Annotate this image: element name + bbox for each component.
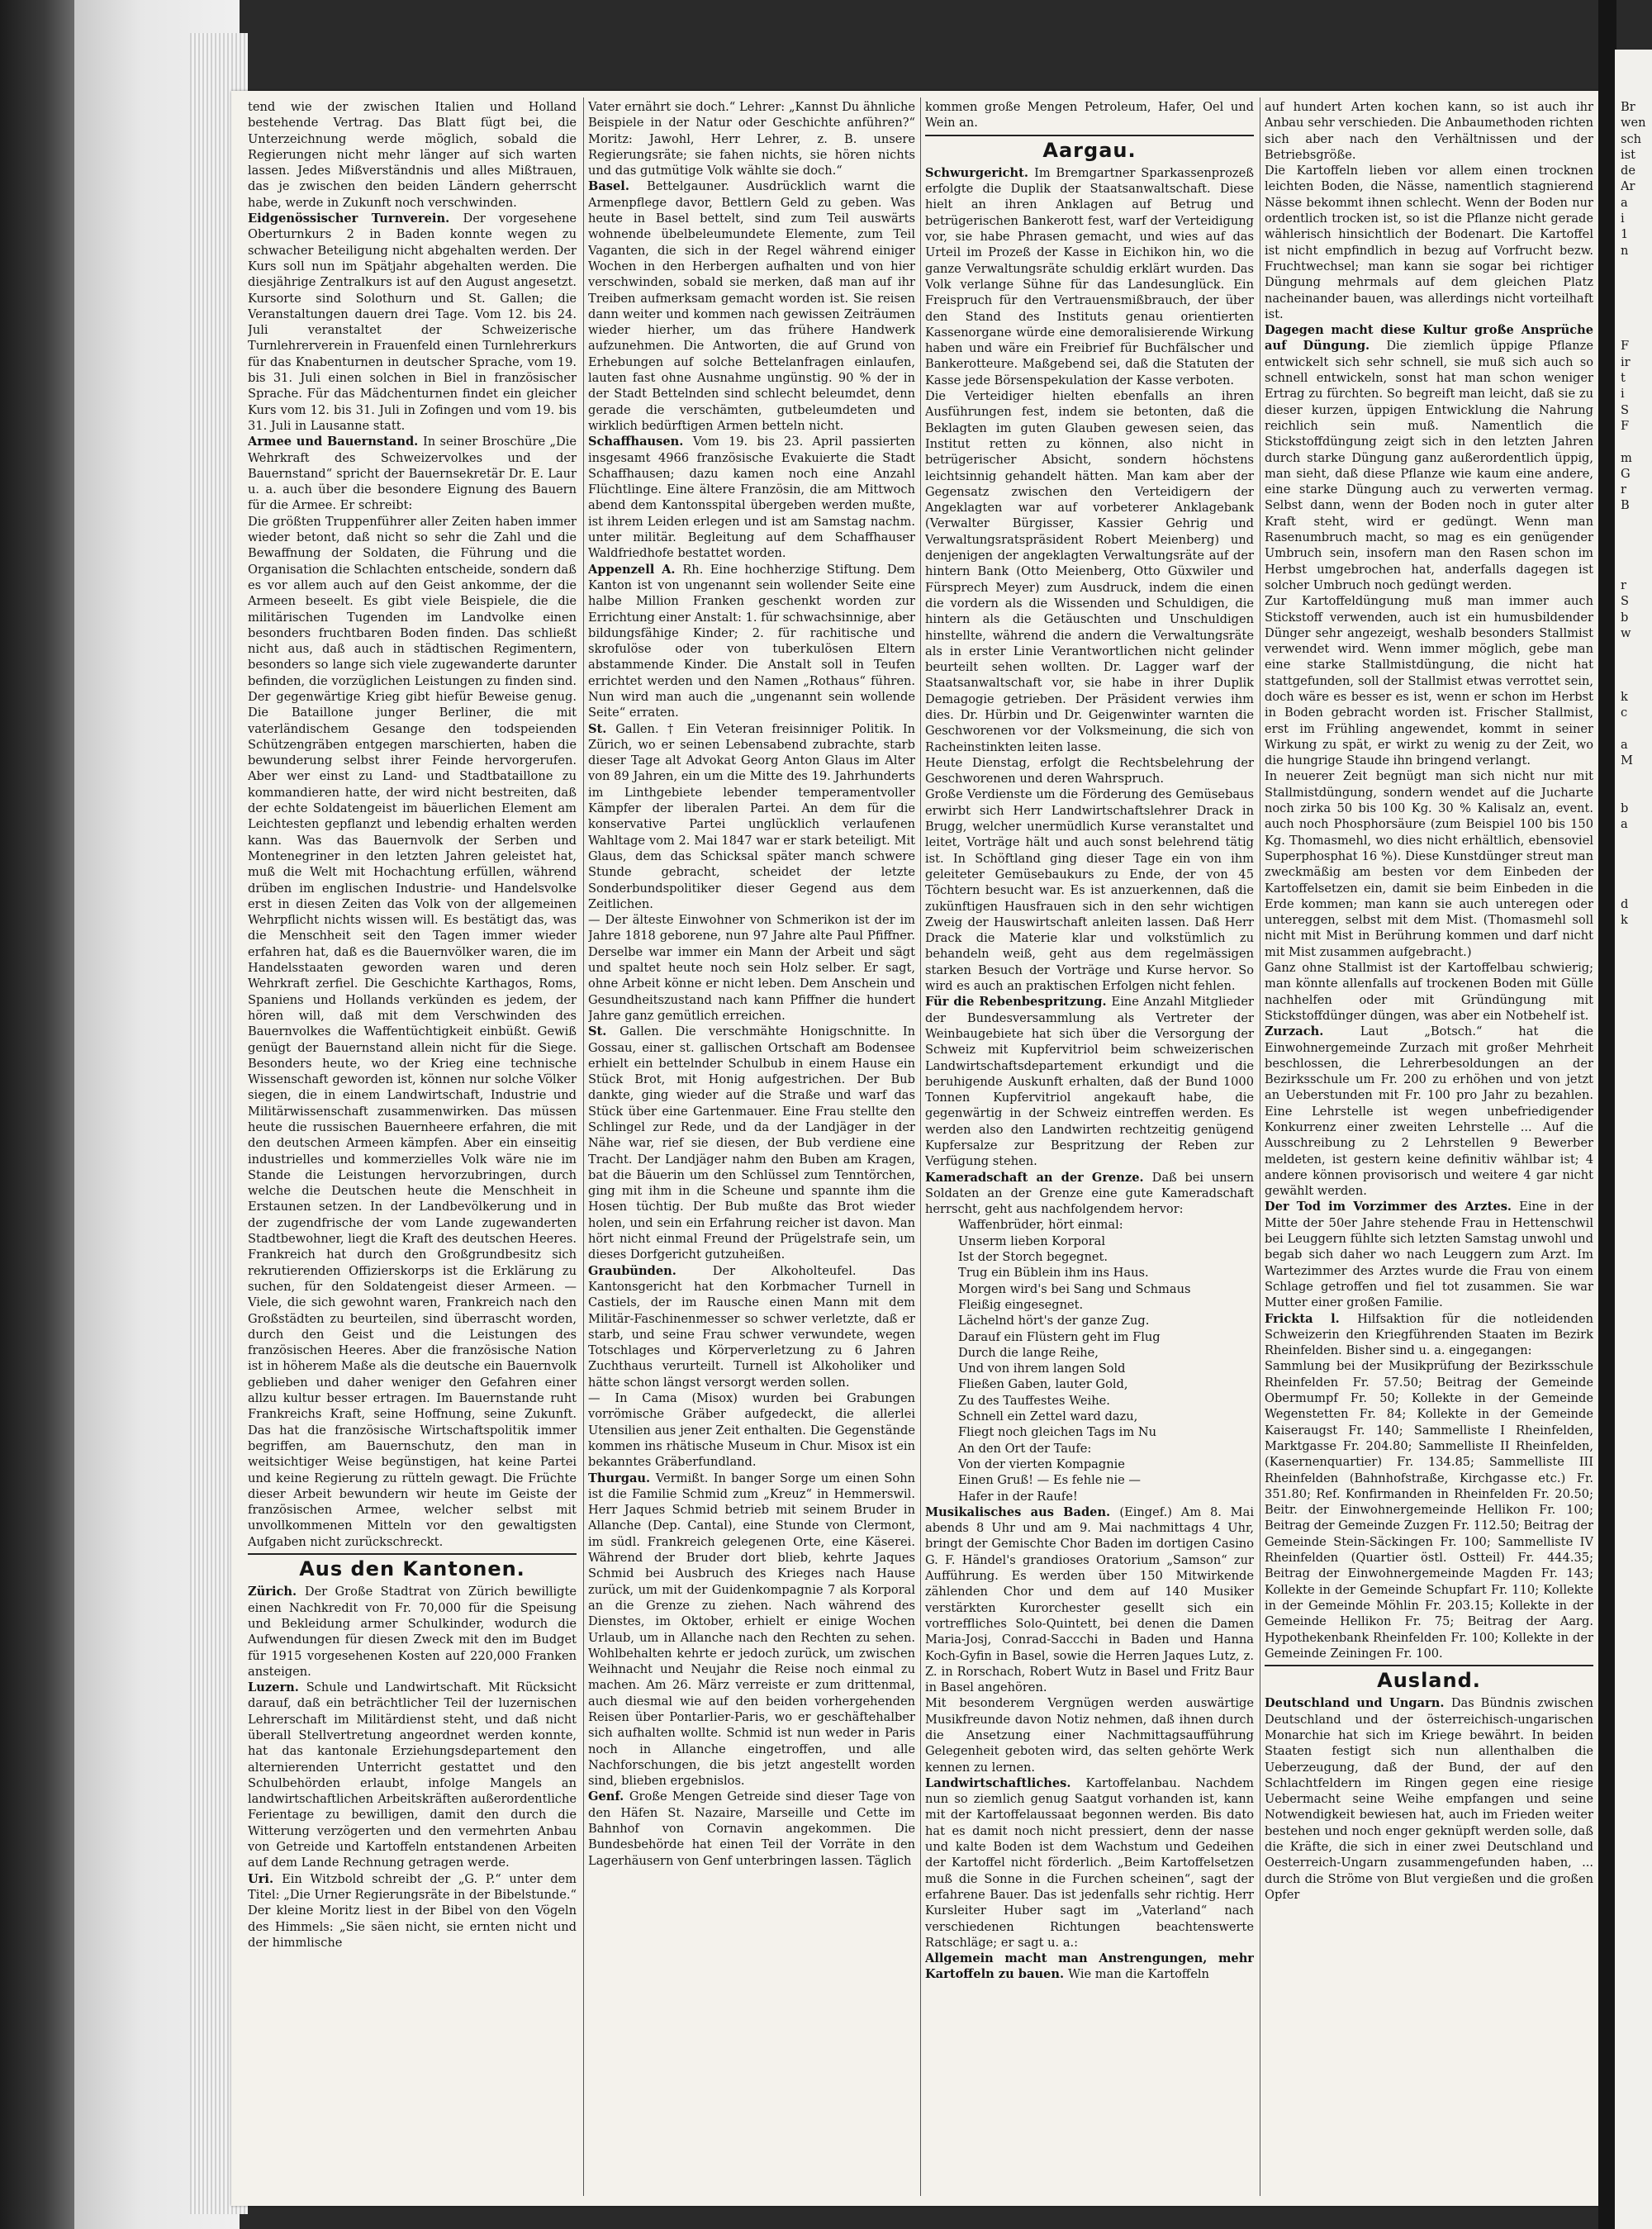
article-paragraph: Die größten Truppenführer aller Zeiten haben immer wieder betont, daß nicht so sehr die Zahl und die Bewaffnung der Soldaten, die Führung und die Organisation die Schlachten entscheide, sondern daß es vor allem auch auf den Geist ankomme, der die Armeen beseelt. Es gibt viele Beispiele, die die militärischen Tugenden im Landvolke einen besonders fruchtbaren Boden finden. Das schließt nicht aus, daß auch in städtischen Regimentern, besonders so lange sich viele zugewanderte darunter befinden, die vorzüglichen Leistungen zu finden sind. Der gegenwärtige Krieg gibt hiefür Beweise genug. Die Bataillone junger Berliner, die mit vaterländischem Gesange den todspeienden Schützengräben entgegen marschierten, haben die bewunderung selbst ihrer Feinde hervorgerufen. Aber wer einst zu Land- und Stadtbataillone zu kommandieren hatte, der wird nicht bestreiten, daß der echte Soldatengeist im bäuerlichen Element am Leichtesten gepflanzt und lebendig erhalten werden kann. Was das Bauernvolk der Serben und Montenegriner in den letzten Jahren geleistet hat, muß die Welt mit Hochachtung erfüllen, während drüben im englischen Industrie- und Handelsvolke erst in diesen Zeiten das Volk von der allgemeinen Wehrpflicht nichts wissen will. Es bestätigt das, was die Menschheit seit den Tagen immer wieder erfahren hat, daß es die Bauernvölker waren, die im Handelsstaaten geworden waren und deren Wehrkraft zerfiel. Die Geschichte Karthagos, Roms, Spaniens und Hollands verkünden es jedem, der hören will, daß mit dem Verschwinden des Bauernvolkes die Waffentüchtigkeit einbüßt. Gewiß genügt der Bauernstand allein nicht für die Siege. Besonders heute, wo der Krieg eine technische Wissenschaft geworden ist, können nur solche Völker siegen, die in einem Landwirtschaft, Industrie und Militärwissenschaft zusammenwirken. Das müssen heute die russischen Bauernheere erfahren, die mit den deutschen Armeen kämpfen. Aber ein einseitig industrielles und kommerzielles Volk wäre nie im Stande die Leistungen hervorzubringen, durch welche die Deutschen heute die Menschheit in Erstaunen setzen. In der Landbevölkerung und in der zugendfrische der vom Lande zugewanderten Stadtbewohner, liegt die Kraft des deutschen Heeres. Frankreich hat durch den Großgrundbesitz sich rekrutierenden Offizierskorps ist die Erklärung zu suchen, für den Soldatengeist dieser Armeen. — Viele, die sich gewohnt waren, Frankreich nach den Großstädten zu beurteilen, sind überrascht worden, durch den Geist und die Leistungen des französischen Heeres. Aber die französische Nation ist in höherem Maße als die deutsche ein Bauernvolk geblieben und daher weniger den Gefahren einer allzu kultur besser ertragen. Im Bauernstande ruht Frankreichs Kraft, seine Hoffnung, seine Zukunft. Das hat die französische Wirtschaftspolitik immer begriffen, am Bauernschutz, den man in weitsichtiger Weise begünstigen, hat keine Partei und keine Regierung zu rütteln gewagt. Die Früchte dieser Arbeit bewundern wir heute im Geiste der französischen Armee, welcher selbst mit unvollkommenen Mitteln vor den gewaltigsten Aufgaben nicht zurückschreckt. [248,514,577,1549]
fragment-line: r [1621,482,1626,497]
fragment-line [1621,545,1652,561]
article-heading: Zürich. [248,1585,305,1599]
fragment-line [1621,274,1652,290]
fragment-line: 1 [1621,227,1629,242]
article-paragraph: Eidgenössischer Turnverein. Der vorgesehene Oberturnkurs 2 in Baden konnte wegen zu schwacher Beteiligung nicht abgehalten werden. Der Kurs soll nun im Spätjahr abgehalten werden. Die diesjährige Zentralkurs ist auf den August angesetzt. Kursorte sind Solothurn und St. Gallen; die Veranstaltungen dauern drei Tage. Vom 12. bis 24. Juli veranstaltet der Schweizerische Turnlehrerverein in Frauenfeld einen Turnlehrerkurs für das Knabenturnen in deutscher Sprache, vom 19. bis 31. Juli einen solchen in Biel in französischer Sprache. Für das Mädchenturnen findet ein gleicher Kurs vom 12. bis 31. Juli in Zofingen und vom 19. bis 31. Juli in Lausanne statt. [248,211,577,433]
article-paragraph: kommen große Mengen Petroleum, Hafer, Oel und Wein an. [925,100,1254,131]
fragment-line [1621,881,1652,896]
article-paragraph: Kameradschaft an der Grenze. Daß bei unsern Soldaten an der Grenze eine gute Kameradschaft herrscht, geht aus nachfolgendem hervor: [925,1170,1254,1217]
poem-line: Von der vierten Kompagnie [958,1457,1125,1471]
article-paragraph: Deutschland und Ungarn. Das Bündnis zwischen Deutschland und der österreichisch-ungarischen Monarchie hat sich im Kriege bewährt. In beiden Staaten festigt sich nun allenthalben die Ueberzeugung, daß der Bund, der auf den Schlachtfeldern im Ringen gegen eine riesige Uebermacht seine Weihe empfangen und seine Notwendigkeit bewiesen hat, auch im Frieden weiter bestehen und noch enger geknüpft werden solle, daß die Kräfte, die sich in einer zwei Deutschland und Oesterreich-Ungarn zusammengefunden haben, ... durch die Ströme von Blut vergießen und die großen Opfer [1265,1696,1593,1902]
fragment-line: F [1621,418,1630,433]
article-paragraph: Zur Kartoffeldüngung muß man immer auch Stickstoff verwenden, auch ist ein humusbildender Dünger sehr angezeigt, weshalb besonders Stallmist verwendet wird. Wenn immer möglich, gebe man eine starke Stallmistdüngung, die nicht hat stattgefunden, soll der Stallmist etwas verrottet sein, doch wäre es besser es ist, wenn er schon im Herbst in Boden gebracht worden ist. Frischer Stallmist, erst im Frühling angewendet, kommt in seiner Wirkung zu spät, er wirkt zu wenig zu der Zeit, wo die hungrige Staude ihn bringend verlangt. [1265,594,1593,768]
poem-line: Durch die lange Reihe, [958,1345,1099,1360]
right-gutter [1598,0,1616,2229]
article-paragraph: Genf. Große Mengen Getreide sind dieser Tage von den Häfen St. Nazaire, Marseille und Cette im Bahnhof von Cornavin angekommen. Die Bundesbehörde hat einen Teil der Vorräte in den Lagerhäusern von Genf unterbringen lassen. Täglich [588,1789,915,1868]
fragment-line: ist [1621,147,1636,162]
article-heading: Landwirtschaftliches. [925,1775,1086,1790]
article-paragraph: St. Gallen. † Ein Veteran freisinniger Politik. In Zürich, wo er seinen Lebensabend zubrachte, starb dieser Tage alt Advokat Georg Anton Glaus im Alter von 89 Jahren, ein um die Mitte des 19. Jahrhunderts im Linthgebiete lebender temperamentvoller Kämpfer der liberalen Partei. An dem für die konservative Partei unglücklich verlaufenen Wahltage vom 2. Mai 1847 war er stark beteiligt. Mit Glaus, dem das Schicksal später manch schwere Stunde gebracht, scheidet der letzte Sonderbundspolitiker dieser Gegend aus dem Zeitlichen. [588,721,915,911]
fragment-line: G [1621,466,1631,481]
poem-line: An den Ort der Taufe: [958,1441,1092,1456]
fragment-line [1621,514,1652,530]
fragment-line: k [1621,913,1628,928]
article-paragraph: Zürich. Der Große Stadtrat von Zürich bewilligte einen Nachkredit von Fr. 70,000 für die Speisung und Bekleidung armer Schulkinder, wodurch die Aufwendungen für diesen Zweck mit den im Budget für 1915 vorgesehenen Kosten auf 220,000 Franken ansteigen. [248,1585,577,1679]
fragment-line: m [1621,450,1632,465]
column-rule [920,97,921,2196]
fragment-line [1621,307,1652,322]
fragment-line [1621,322,1652,338]
article-paragraph: Luzern. Schule und Landwirtschaft. Mit Rücksicht darauf, daß ein beträchtlicher Teil der luzernischen Lehrerschaft im Militärdienst steht, und daß nicht überall Stellvertretung angeordnet werden konnte, hat das kantonale Erziehungsdepartement den alternierenden Unterricht gestattet und den Schulbehörden erlaubt, infolge Mangels an landwirtschaftlichen Arbeitskräften außerordentliche Ferientage zu bewilligen, damit den durch die Witterung verzögerten und den vermehrten Anbau von Getreide und Kartoffeln entstandenen Arbeiten auf dem Lande Rechnung getragen werde. [248,1680,577,1870]
article-paragraph: Graubünden. Der Alkoholteufel. Das Kantonsgericht hat den Korbmacher Turnell in Castiels, der im Rausche einen Mann mit dem Militär-Faschinenmesser so schwer verletzte, daß er starb, und seine Frau schwer verwundete, wegen Totschlages und Körperverletzung zu 6 Jahren Zuchthaus verurteilt. Turnell ist Alkoholiker und hätte schon längst versorgt werden sollen. [588,1263,915,1390]
article-paragraph: St. Gallen. Die verschmähte Honigschnitte. In Gossau, einer st. gallischen Ortschaft am Bodensee erhielt ein bettelnder Schulbub in einem Hause ein Stück Brot, mit Honig aufgestrichen. Der Bub dankte, ging wieder auf die Straße und warf das Stück über eine Gartenmauer. Eine Frau stellte den Schlingel zur Rede, und da der Landjäger in der Nähe war, rief sie diesen, der Bub verdiene eine Tracht. Der Landjäger nahm den Buben am Kragen, bat die Bäuerin um den Schlüssel zum Tenntörchen, ging mit ihm in die Scheune und spannte ihm die Hosen tüchtig. Der Bub mußte das Brot wieder holen, und sein ein Erfahrung reicher ist davon. Man hört nicht einmal Freund der Prügelstrafe sein, um dieses Dorfgericht gutzuheißen. [588,1024,915,1262]
fragment-line: sch [1621,131,1642,146]
poem-line: Und von ihrem langen Sold [958,1362,1126,1376]
poem-line: Unserm lieben Korporal [958,1233,1106,1248]
article-heading: Schaffhausen. [588,435,693,449]
fragment-line: Ar [1621,179,1635,194]
poem-line: Fleißig eingesegnet. [958,1297,1084,1312]
article-paragraph: Zurzach. Laut „Botsch.“ hat die Einwohnergemeinde Zurzach mit großer Mehrheit beschlossen, die Lehrerbesoldungen an der Bezirksschule um Fr. 200 zu erhöhen und von jetzt an Ueberstunden mit Fr. 100 pro Jahr zu bezahlen. Eine Lehrstelle ist wegen unbefriedigender Konkurrenz einer zweiten Lehrstelle ... Auf die Ausschreibung zu 2 Lehrstellen 9 Bewerber meldeten, ist gestern keine definitiv wählbar ist; 4 andere können provisorisch und weitere 4 gar nicht gewählt werden. [1265,1024,1593,1199]
fragment-line: F [1621,339,1630,354]
article-heading: Luzern. [248,1680,306,1695]
section-heading: Ausland. [1377,1669,1481,1693]
poem-line: Hafer in der Raufe! [958,1489,1078,1504]
poem-line: Ist der Storch begegnet. [958,1250,1108,1265]
fragment-line [1621,657,1652,673]
article-heading: Eidgenössischer Turnverein. [248,211,463,226]
fragment-line: c [1621,706,1628,720]
poem-line: Fließen Gaben, lauter Gold, [958,1377,1128,1392]
fragment-line: n [1621,243,1629,258]
fragment-line [1621,673,1652,689]
fragment-line [1621,864,1652,880]
article-heading: Dagegen macht diese Kultur große Ansprüche auf Düngung. [1265,323,1593,354]
article-paragraph: Armee und Bauernstand. In seiner Broschüre „Die Wehrkraft des Schweizervolkes und der Bauernstand“ spricht der Bauernsekretär Dr. E. Laur u. a. auch über die besondere Eignung des Bauern für die Armee. Er schreibt: [248,435,577,513]
poem-line: Zu des Tauffestes Weihe. [958,1393,1110,1408]
article-paragraph: Allgemein macht man Anstrengungen, mehr Kartoffeln zu bauen. Wie man die Kartoffeln [925,1951,1254,1982]
fragment-line [1621,562,1652,577]
article-paragraph: — Der älteste Einwohner von Schmerikon ist der im Jahre 1818 geborene, nun 97 Jahre alte Paul Pfiffner. Derselbe war immer ein Mann der Arbeit und sägt und spaltet heute noch sein Holz selber. Er sagt, ohne Arbeit könne er nicht leben. Dem Anschein und Gesundheitszustand nach kann Pfiffner die hundert Jahre ganz gemütlich erreichen. [588,913,915,1023]
article-paragraph: Appenzell A. Rh. Eine hochherzige Stiftung. Dem Kanton ist von ungenannt sein wollender Seite eine halbe Million Franken geschenkt worden zur Errichtung einer Anstalt: 1. für schwachsinnige, aber bildungsfähige Kinder; 2. für rachitische und skrofulöse oder von tuberkulösen Eltern abstammende Kinder. Die Anstalt soll in Teufen errichtet werden und den Namen „Rothaus“ führen. Nun wird man auch die „ungenannt sein wollende Seite“ erraten. [588,562,915,720]
poem [925,1217,1254,1504]
section-rule [925,135,1254,136]
article-heading: Allgemein macht man Anstrengungen, mehr Kartoffeln zu bauen. [925,1951,1254,1982]
article-paragraph: Große Verdienste um die Förderung des Gemüsebaus erwirbt sich Herr Landwirtschaftslehrer Drack in Brugg, welcher unermüdlich Kurse veranstaltet und leitet, Vorträge hält und auch sonst belehrend tätig ist. In Schöftland ging dieser Tage ein von ihm geleiteter Gemüsebaukurs zu Ende, der von 45 Töchtern besucht war. Es ist anzuerkennen, daß die zukünftigen Hausfrauen sich in den sehr wichtigen Zweig der Hauswirtschaft anleiten lassen. Daß Herr Drack die Materie klar und volkstümlich zu behandeln weiß, geht aus dem regelmässigen starken Besuch der Vorträge und Kurse hervor. So wird es auch an praktischen Erfolgen nicht fehlen. [925,787,1254,994]
fragment-line: w [1621,625,1631,640]
book-binding-shadow [0,0,74,2229]
fragment-line [1621,530,1652,545]
fragment-line: S [1621,402,1629,417]
article-heading: Schwurgericht. [925,165,1035,180]
article-paragraph: Mit besonderem Vergnügen werden auswärtige Musikfreunde davon Notiz nehmen, daß ihnen durch die Ansetzung einer Nachmittagsaufführung Gelegenheit geboten wird, das selten gehörte Werk kennen zu lernen. [925,1696,1254,1775]
article-paragraph: tend wie der zwischen Italien und Holland bestehende Vertrag. Das Blatt fügt bei, die Unterzeichnung werde möglich, sobald die Regierungen nicht mehr länger auf sich warten lassen. Jedes Mißverständnis und alles Mißtrauen, das je zwischen den beiden Ländern geherrscht habe, werde in Zukunft noch verschwinden. [248,100,577,210]
article-paragraph: Der Tod im Vorzimmer des Arztes. Eine in der Mitte der 50er Jahre stehende Frau in Hettenschwil bei Leuggern fühlte sich letzten Samstag unwohl und begab sich daher wo nach Leuggern zum Arzt. Im Wartezimmer des Arztes wurde die Frau von einem Schlage getroffen und fiel tot zusammen. Sie war Mutter einer großen Familie. [1265,1200,1593,1310]
article-heading: Für die Rebenbespritzung. [925,995,1112,1010]
article-paragraph: Dagegen macht diese Kultur große Ansprüche auf Düngung. Die ziemlich üppige Pflanze entwickelt sich sehr schnell, sie muß sich auch so schnell entwickeln, sonst hat man schon weniger Ertrag zu fürchten. So begreift man leicht, daß sie zu dieser kurzen, üppigen Entwicklung die Nahrung reichlich sein muß. Namentlich die Stickstoffdüngung zeigt sich in den letzten Jahren durch starke Düngung ganz außerordentlich üppig, man sieht, daß diese Pflanze wie kaum eine andere, eine starke Düngung auch zu verwerten vermag. Selbst dann, wenn der Boden noch in guter alter Kraft steht, wird er gedüngt. Wenn man Rasenumbruch macht, so mag es ein genügender Umbruch sein, insofern man den Rasen schon im Herbst umgebrochen hat, anderfalls dagegen ist solcher Umbruch noch gedüngt werden. [1265,323,1593,592]
article-paragraph: — In Cama (Misox) wurden bei Grabungen vorrömische Gräber aufgedeckt, die allerlei Utensilien aus jener Zeit enthalten. Die Gegenstände kommen ins rhätische Museum in Chur. Misox ist ein bekanntes Gräberfundland. [588,1391,915,1470]
fragment-line: ir [1621,354,1631,369]
article-paragraph: In neuerer Zeit begnügt man sich nicht nur mit Stallmistdüngung, sondern wendet auf die Jucharte noch zirka 50 bis 100 Kg. 30 % Kalisalz an, event. auch noch Phosphorsäure (zum Beispiel 100 bis 150 Kg. Thomasmehl, wo dies nicht erhältlich, ebensoviel Superphosphat 16 %). Diese Kunstdünger streut man zweckmäßig am besten vor dem Einbeden der Kartoffelsetzen ein, damit sie beim Einbeden in die Erde kommen; man kann sie auch unteregen oder untereggen, selbst mit dem Mist. (Thomasmehl soll nicht mit Mist in Berührung kommen und darf nicht mit Mist zusammen aufgebracht.) [1265,769,1593,959]
fragment-line: b [1621,610,1629,625]
article-paragraph: Vater ernährt sie doch.“ Lehrer: „Kannst Du ähnliche Beispiele in der Natur oder Geschichte anführen?“ Moritz: Jawohl, Herr Lehrer, z. B. unsere Regierungsräte; sie fahen nichts, sie hören nichts und das gutmütige Volk wählte sie doch.“ [588,100,915,178]
fragment-line [1621,785,1652,801]
article-heading: Uri. [248,1871,282,1886]
article-paragraph: Thurgau. Vermißt. In banger Sorge um einen Sohn ist die Familie Schmid zum „Kreuz“ in Hemmerswil. Herr Jaques Schmid betrieb mit seinem Bruder in Allanche (Dep. Cantal), eine Stunde von Clermont, im südl. Frankreich gelegenen Orte, eine Käserei. Während der Bruder dort blieb, kehrte Jaques Schmid bei Ausbruch des Krieges nach Hause zurück, um mit der Guidenkompagnie 7 als Korporal an die Grenze zu ziehen. Nach während des Dienstes, im Oktober, erhielt er einige Wochen Urlaub, um in Allanche nach den Rechten zu sehen. Wohlbehalten kehrte er jedoch zurück, um zwischen Weihnacht und Neujahr die Reise noch einmal zu machen. Am 26. März verreiste er zum drittenmal, auch diesmal wie auf den beiden vorhergehenden Reisen über Pontarlier-Paris, wo er geschäftehalber sich aufhalten wollte. Schmid ist nun weder in Paris noch in Allanche eingetroffen, und alle Nachforschungen, die bis jetzt angestellt worden sind, blieben ergebnislos. [588,1471,915,1789]
fragment-line: de [1621,164,1635,178]
poem-line: Fliegt noch gleichen Tags im Nu [958,1425,1156,1440]
fragment-line: S [1621,594,1629,609]
article-paragraph: Landwirtschaftliches. Kartoffelanbau. Nachdem nun so ziemlich genug Saatgut vorhanden ist, kann mit der Kartoffelaussaat begonnen werden. Bis dato hat es damit noch nicht pressiert, denn der nasse und kalte Boden ist dem Wachstum und Gedeihen der Kartoffel nicht förderlich. „Beim Kartoffelsetzen muß die Sonne in die Furchen scheinen“, sagt der erfahrene Bauer. Das ist jedenfalls sehr richtig. Herr Kursleiter Huber sagt im „Vaterland“ nach verschiedenen Richtungen beachtenswerte Ratschläge; er sagt u. a.: [925,1775,1254,1950]
poem-line: Lächelnd hört's der ganze Zug. [958,1314,1150,1328]
article-paragraph: Heute Dienstag, erfolgt die Rechtsbelehrung der Geschworenen und deren Wahrspruch. [925,755,1254,787]
fragment-line [1621,848,1652,864]
article-paragraph: Basel. Bettelgauner. Ausdrücklich warnt die Armenpflege davor, Bettlern Geld zu geben. Was heute in Basel bettelt, sind zum Teil auswärts wohnende übelbeleumundete Elemente, zum Teil Vaganten, die sich in der Regel während einiger Wochen in den Herbergen aufhalten und von hier verschwinden, sobald sie merken, daß man auf ihr Treiben aufmerksam gemacht worden ist. Sie reisen dann weiter und kommen nach gewissen Zeiträumen wieder hierher, um das frühere Handwerk aufzunehmen. Die Antworten, die auf Grund von Erhebungen auf solche Bettelanfragen einlaufen, lauten fast ohne Ausnahme ungünstig. 90 % der in der Stadt Bettelnden sind schlecht beleumdet, denn gerade die verschämten, gutbeleumdeten und wirklich bedürftigen Armen betteln nicht. [588,179,915,433]
article-heading: St. [588,1024,620,1039]
fragment-line: r [1621,577,1626,592]
article-paragraph: Ganz ohne Stallmist ist der Kartoffelbau schwierig; man könnte allenfalls auf trockenen Boden mit Gülle nachhelfen oder mit Gründüngung mit Stickstoffdünger düngen, was aber ein Notbehelf ist. [1265,961,1593,1023]
fragment-line: Br [1621,100,1635,114]
article-heading: Frickta l. [1265,1311,1358,1326]
article-paragraph: auf hundert Arten kochen kann, so ist auch ihr Anbau sehr verschieden. Die Anbaumethoden richten sich aber nach den Verhältnissen und der Betriebsgröße. [1265,100,1593,162]
fragment-line: B [1621,498,1630,513]
fragment-line: a [1621,817,1628,832]
poem-line: Schnell ein Zettel ward dazu, [958,1409,1138,1424]
fragment-line [1621,768,1652,784]
fragment-line [1621,259,1652,274]
article-heading: Graubünden. [588,1263,713,1278]
text-column-3 [925,99,1254,2198]
article-paragraph: Sammlung bei der Musikprüfung der Bezirksschule Rheinfelden Fr. 57.50; Beitrag der Gemeinde Obermumpf Fr. 50; Kollekte in der Gemeinde Wegenstetten Fr. 84; Kollekte in der Gemeinde Kaiseraugst Fr. 140; Sammelliste I Rheinfelden, Marktgasse Fr. 204.80; Sammelliste II Rheinfelden, (Kasernenquartier) Fr. 134.85; Sammelliste III Rheinfelden (Bahnhofstraße, Kirchgasse etc.) Fr. 351.80; Ref. Konfirmanden in Rheinfelden Fr. 20.50; Beitr. der Einwohnergemeinde Hellikon Fr. 100; Beitrag der Gemeinde Zuzgen Fr. 112.50; Beitrag der Gemeinde Stein-Säckingen Fr. 100; Sammelliste IV Rheinfelden (Quartier östl. Ostteil) Fr. 444.35; Beitrag der Einwohnergemeinde Magden Fr. 143; Kollekte in der Gemeinde Schupfart Fr. 110; Kollekte in der Gemeinde Möhlin Fr. 203.15; Kollekte in der Gemeinde Hellikon Fr. 75; Beitrag der Aarg. Hypothekenbank Rheinfelden Fr. 100; Kollekte in der Gemeinde Zeiningen Fr. 100. [1265,1359,1593,1661]
fragment-line [1621,833,1652,848]
section-rule [1265,1665,1593,1666]
fragment-line [1621,291,1652,307]
poem-line: Einen Gruß! — Es fehle nie — [958,1473,1142,1488]
fragment-line: k [1621,689,1628,704]
article-heading: Zurzach. [1265,1024,1360,1039]
text-column-1 [248,99,577,2198]
fragment-line: b [1621,801,1629,816]
fragment-line: wen [1621,116,1646,131]
adjacent-page-text-fragments [1621,99,1652,928]
text-column-4 [1265,99,1593,2198]
fragment-line: a [1621,737,1628,752]
article-paragraph: Musikalisches aus Baden. (Eingef.) Am 8. Mai abends 8 Uhr und am 9. Mai nachmittags 4 Uhr, bringt der Gemischte Chor Baden im dortigen Casino G. F. Händel's grandioses Oratorium „Samson“ zur Aufführung. Es werden über 150 Mitwirkende zählenden Chor und dem auf 140 Musiker verstärkten Kurorchester gesellt sich ein vortreffliches Solo-Quintett, bei denen die Damen Maria-Josj, Conrad-Saccchi in Baden und Hanna Koch-Gyfin in Basel, sowie die Herren Jaques Lutz, z. Z. in Rorschach, Robert Wutz in Basel und Fritz Baur in Basel angehören. [925,1504,1254,1695]
article-heading: Deutschland und Ungarn. [1265,1696,1451,1711]
article-heading: Basel. [588,179,648,194]
section-heading: Aargau. [1042,138,1137,162]
fragment-line: i [1621,211,1625,226]
poem-line: Trug ein Büblein ihm ins Haus. [958,1266,1149,1281]
article-paragraph: Frickta l. Hilfsaktion für die notleidenden Schweizerin den Kriegführenden Staaten im Bezirk Rheinfelden. Bisher sind u. a. eingegangen: [1265,1311,1593,1358]
article-heading: Armee und Bauernstand. [248,435,423,449]
article-heading: Genf. [588,1789,629,1804]
article-heading: Musikalisches aus Baden. [925,1504,1120,1519]
poem-line: Waffenbrüder, hört einmal: [958,1218,1123,1233]
fragment-line [1621,721,1652,737]
article-heading: St. [588,721,616,736]
column-rule [583,97,584,2196]
article-paragraph: Uri. Ein Witzbold schreibt der „G. P.“ unter dem Titel: „Die Urner Regierungsräte in der Bibelstunde.“ Der kleine Moritz liest in der Bibel von den Vögeln des Himmels: „Sie säen nicht, sie ernten nicht und der himmlische [248,1871,577,1950]
article-paragraph: Die Kartoffeln lieben vor allem einen trocknen leichten Boden, die Nässe, namentlich stagnierend Nässe bekommt ihnen schlecht. Wenn der Boden nur ordentlich trocken ist, so ist die Pflanze nicht gerade wählerisch hinsichtlich der Bodenart. Die Kartoffel ist nicht empfindlich in bezug auf Vorfrucht bezw. Fruchtwechsel; man kann sie sogar bei richtiger Düngung mehrmals auf dem gleichen Platz nacheinander bauen, was allerdings nicht vorteilhaft ist. [1265,164,1593,321]
article-paragraph: Für die Rebenbespritzung. Eine Anzahl Mitglieder der Bundesversammlung als Vertreter der Weinbaugebiete hat sich über die Versorgung der Schweiz mit Kupfervitriol beim schweizerischen Landwirtschaftsdepartement erkundigt und die beruhigende Auskunft erhalten, daß der Bund 1000 Tonnen Kupfervitriol angekauft habe, die gegenwärtig in der Schweiz eintreffen werden. Es werden also den Landwirten rechtzeitig genügend Kupfersalze zur Bespritzung der Reben zur Verfügung stehen. [925,995,1254,1169]
article-heading: Appenzell A. [588,562,683,577]
fragment-line [1621,434,1652,449]
article-paragraph: Schwurgericht. Im Bremgartner Sparkassenprozeß erfolgte die Duplik der Staatsanwaltschaft. Diese hielt an ihren Anklagen auf Betrug und betrügerischen Bankerott fest, warf der Verteidigung vor, sie habe Phrasen gemacht, und wies auf das Urteil im Prozeß der Kasse in Eichikon hin, wo die ganze Verwaltungsräte schuldig erklärt wurden. Das Volk verlange Sühne für das Landesunglück. Ein Freispruch für den Vertrauensmißbrauch, der über den Stand des Instituts genau orientierten Kassenorgane würde eine demoralisierende Wirkung haben und wäre ein Freibrief für Buchfälscher und Bankerotteure. Maßgebend sei, daß die Statuten der Kasse jede Börsenspekulation der Kasse verboten. [925,165,1254,387]
fragment-line: i [1621,387,1625,402]
fragment-line: M [1621,753,1633,768]
fragment-line: a [1621,195,1628,210]
section-rule [248,1553,577,1555]
fragment-line: t [1621,371,1626,386]
article-paragraph: Die Verteidiger hielten ebenfalls an ihren Ausführungen fest, indem sie betonten, daß die Beklagten im guten Glauben gewesen seien, das Institut retten zu können, also nicht in betrügerischer Absicht, sondern höchstens leichtsinnig gehandelt hätten. Man kam aber der Gegensatz zwischen den Verteidigern der Angeklagten war auf vorbeterer Anklagebank (Verwalter Bürgisser, Kassier Gehrig und Verwaltungsratspräsident Robert Meienberg) und denjenigen der angeklagten Verwaltungsräte auf der hintern Bank (Otto Meienberg, Otto Güxwiler und Fürsprech Meyer) zum Ausdruck, indem die einen die vordern als die Wissenden und Schuldigen, die hintern als die Getäuschten und Unschuldigen hinstellte, während die andern die Verwaltungsräte als in erster Linie Verantwortlichen nicht gelinder beurteilt sehen wollten. Dr. Lagger warf der Staatsanwaltschaft vor, sie habe in ihrer Duplik Demagogie getrieben. Der Präsident verwies ihm dies. Dr. Hürbin und Dr. Geigenwinter warnten die Geschworenen vor der Volksmeinung, die sich von Racheinstinkten leiten lasse. [925,389,1254,754]
article-paragraph: Schaffhausen. Vom 19. bis 23. April passierten insgesamt 4966 französische Evakuierte die Stadt Schaffhausen; dazu kamen noch eine Anzahl Flüchtlinge. Eine ältere Französin, die am Mittwoch abend dem Kantonsspital übergeben werden mußte, ist ihrem Leiden erlegen und ist am Samstag nachm. unter militär. Begleitung auf dem Schaffhauser Waldfriedhofe bestattet worden. [588,435,915,561]
article-heading: Thurgau. [588,1471,656,1485]
poem-line: Darauf ein Flüstern geht im Flug [958,1329,1161,1344]
fragment-line: d [1621,896,1629,911]
text-column-2 [588,99,915,2198]
article-heading: Der Tod im Vorzimmer des Arztes. [1265,1200,1520,1214]
article-heading: Kameradschaft an der Grenze. [925,1170,1152,1185]
fragment-line [1621,641,1652,657]
poem-line: Morgen wird's bei Sang und Schmaus [958,1281,1191,1296]
section-heading: Aus den Kantonen. [299,1557,525,1581]
